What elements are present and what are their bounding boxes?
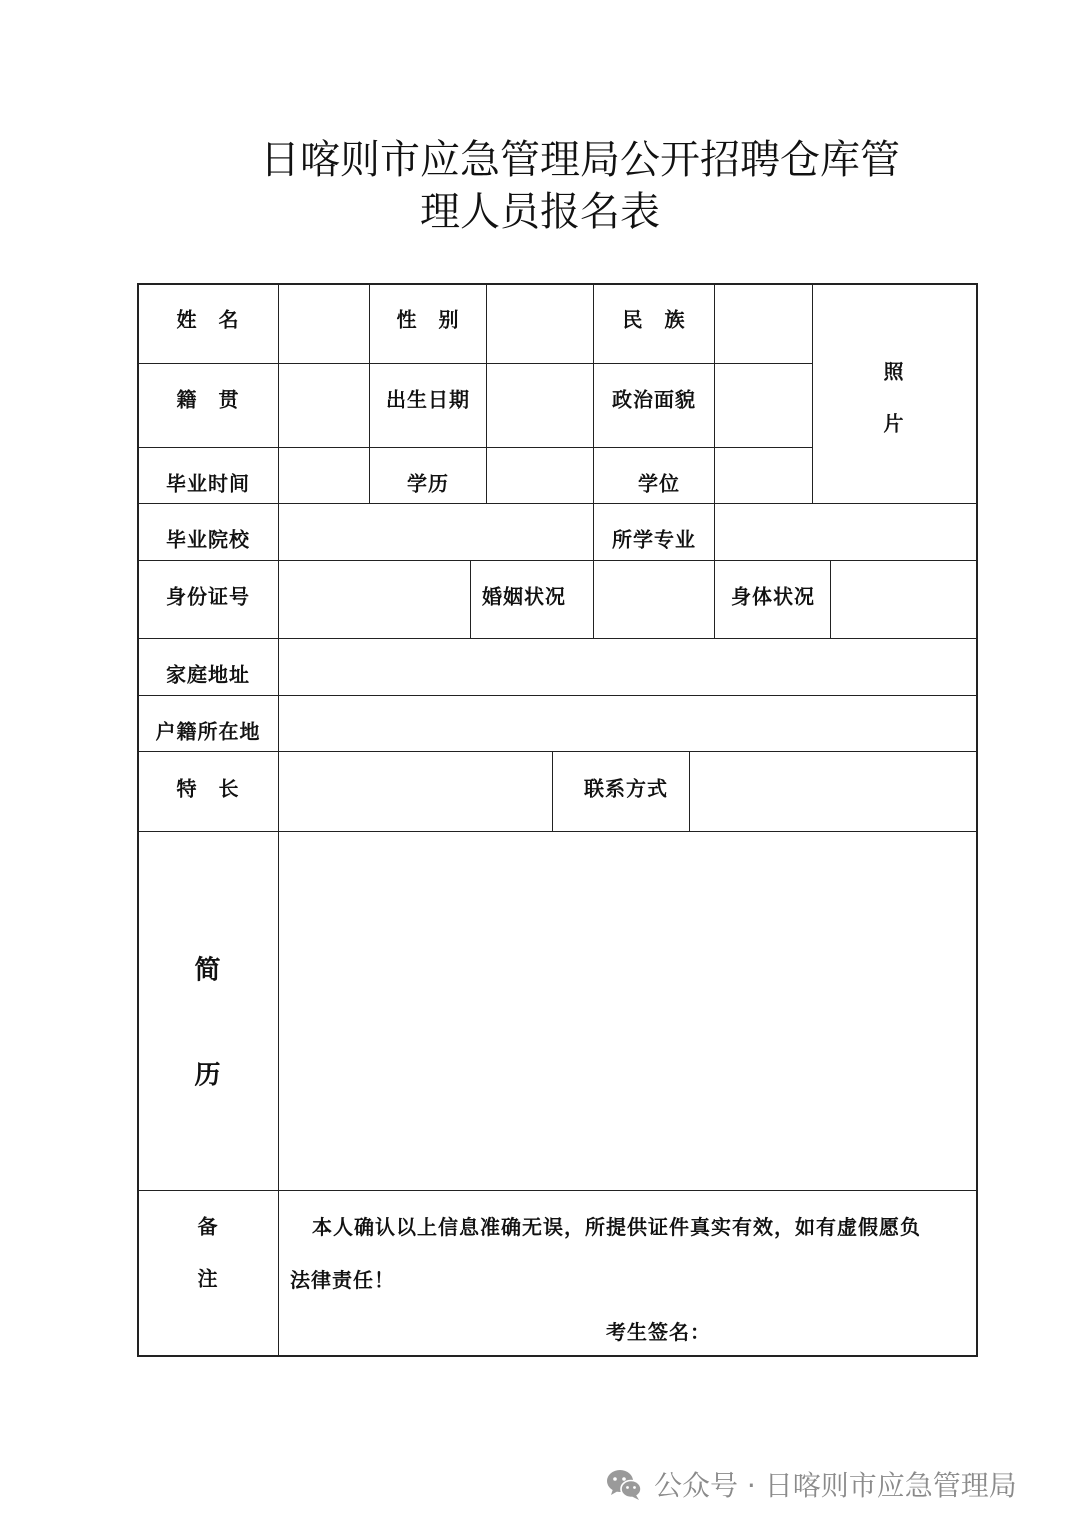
field-education[interactable]: [487, 448, 593, 503]
declaration-line-2: 法律责任！: [290, 1268, 395, 1292]
table-border-left: [137, 283, 139, 1357]
photo-area[interactable]: [813, 285, 976, 503]
field-household-register[interactable]: [279, 696, 976, 751]
label-home-address: 家庭地址: [166, 662, 250, 687]
label-contact: 联系方式: [584, 776, 668, 801]
label-degree: 学位: [638, 471, 680, 496]
field-native-place[interactable]: [279, 364, 369, 447]
field-major[interactable]: [715, 504, 976, 560]
label-id-number: 身份证号: [166, 584, 250, 609]
field-health-status[interactable]: [831, 561, 976, 638]
row-divider: [137, 447, 813, 448]
field-home-address[interactable]: [279, 639, 976, 695]
watermark: [604, 1462, 1017, 1506]
label-resume-2: 历: [194, 1060, 222, 1091]
field-political-status[interactable]: [715, 364, 812, 447]
field-graduation-time[interactable]: [279, 448, 369, 503]
label-household-register: 户籍所在地: [155, 719, 261, 744]
col-divider: [369, 283, 370, 503]
label-photo-2: 片: [883, 411, 905, 436]
label-ethnicity: 民 族: [622, 307, 686, 332]
table-border-bottom: [137, 1355, 978, 1357]
label-remark-1: 备: [197, 1214, 219, 1239]
field-degree[interactable]: [715, 448, 812, 503]
form-title-line-1: 日喀则市应急管理局公开招聘仓库管: [260, 137, 900, 183]
label-specialty: 特 长: [176, 776, 240, 801]
field-marital-status[interactable]: [594, 561, 714, 638]
label-school: 毕业院校: [166, 527, 250, 552]
label-name: 姓 名: [176, 307, 240, 332]
field-school[interactable]: [279, 504, 593, 560]
label-graduation-time: 毕业时间: [166, 471, 250, 496]
field-birth-date[interactable]: [487, 364, 593, 447]
col-divider: [552, 751, 553, 831]
col-divider: [714, 560, 715, 638]
declaration-line-1: 本人确认以上信息准确无误，所提供证件真实有效，如有虚假愿负: [312, 1215, 921, 1239]
row-divider: [137, 363, 813, 364]
label-birth-date: 出生日期: [386, 387, 470, 412]
label-remark-2: 注: [197, 1266, 219, 1291]
field-ethnicity[interactable]: [715, 285, 812, 363]
signature-label: 考生签名：: [606, 1320, 711, 1344]
label-native-place: 籍 贯: [176, 387, 240, 412]
col-divider: [470, 560, 471, 638]
label-major: 所学专业: [612, 527, 696, 552]
label-gender: 性 别: [396, 307, 460, 332]
field-specialty[interactable]: [279, 752, 552, 831]
col-divider: [593, 283, 594, 503]
wechat-icon: [604, 1464, 644, 1504]
field-gender[interactable]: [487, 285, 593, 363]
form-title-line-2: 理人员报名表: [420, 189, 660, 235]
watermark-text: 公众号 · 日喀则市应急管理局: [654, 1469, 1017, 1502]
field-id-number[interactable]: [279, 561, 470, 638]
row-divider: [137, 1190, 978, 1191]
col-divider: [593, 503, 594, 560]
field-signature[interactable]: [712, 1310, 952, 1346]
label-marital-status: 婚姻状况: [482, 584, 566, 609]
table-border-right: [976, 283, 978, 1357]
label-photo-1: 照: [883, 359, 905, 384]
label-education: 学历: [407, 471, 449, 496]
field-resume[interactable]: [279, 832, 976, 1190]
label-political-status: 政治面貌: [612, 387, 696, 412]
label-health-status: 身体状况: [731, 584, 815, 609]
field-contact[interactable]: [690, 752, 976, 831]
field-name[interactable]: [279, 285, 369, 363]
label-resume-1: 简: [194, 955, 222, 986]
